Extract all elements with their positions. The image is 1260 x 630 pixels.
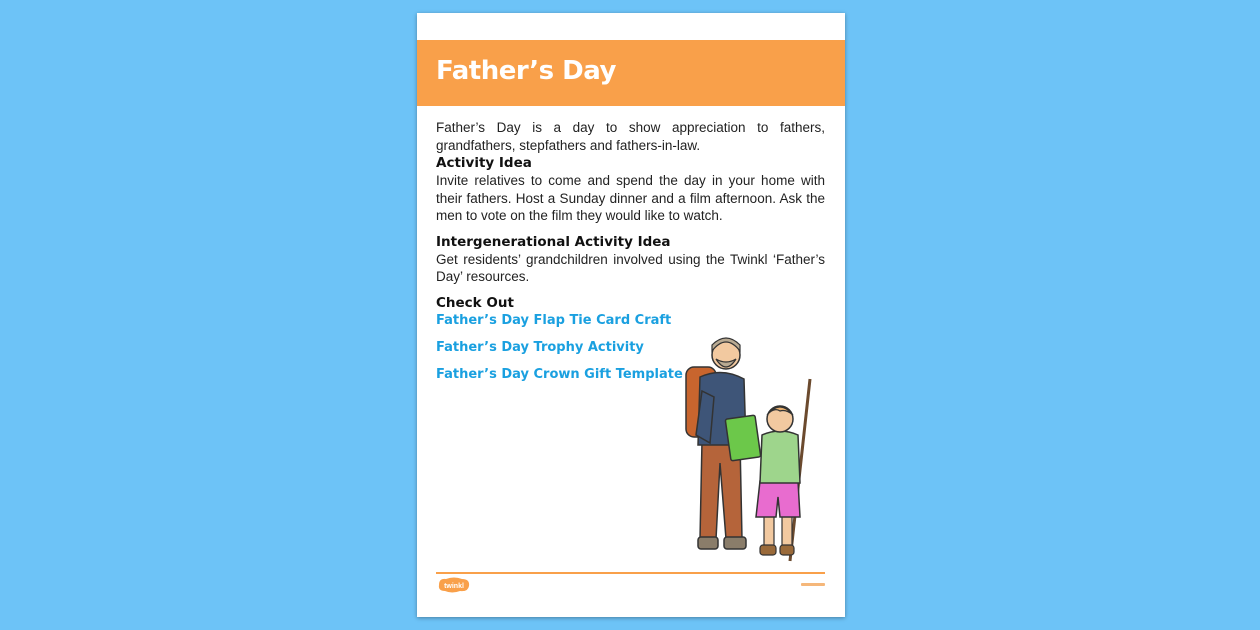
section-heading: Intergenerational Activity Idea [436,233,671,250]
section-activity-idea [436,154,825,225]
intro-text: Father’s Day is a day to show appreciation to fathers, grandfathers, stepfathers and fathers-in-law. [436,120,825,153]
link-flap-tie-card-craft[interactable]: Father’s Day Flap Tie Card Craft [436,312,672,328]
title-banner [417,40,845,106]
check-out-heading: Check Out [436,294,514,311]
father-and-son-hiking-illustration [682,331,832,566]
link-crown-gift-template[interactable]: Father’s Day Crown Gift Template [436,366,683,382]
footer-url-mark [801,583,825,586]
section-text: Invite relatives to come and spend the day in your home with their fathers. Host a Sunday dinner and a film afternoon. Ask the men to vote on the film they would like to watch. [436,173,825,223]
section-intergenerational-idea [436,233,825,286]
footer-divider [436,572,825,574]
section-heading: Activity Idea [436,155,532,171]
poster-page [417,13,845,617]
link-trophy-activity[interactable]: Father’s Day Trophy Activity [436,339,644,355]
page-title: Father’s Day [436,56,616,86]
logo-text: twinkl [444,583,464,590]
section-text: Get residents’ grandchildren involved using the Twinkl ‘Father’s Day’ resources. [436,251,825,284]
twinkl-logo [436,576,472,594]
